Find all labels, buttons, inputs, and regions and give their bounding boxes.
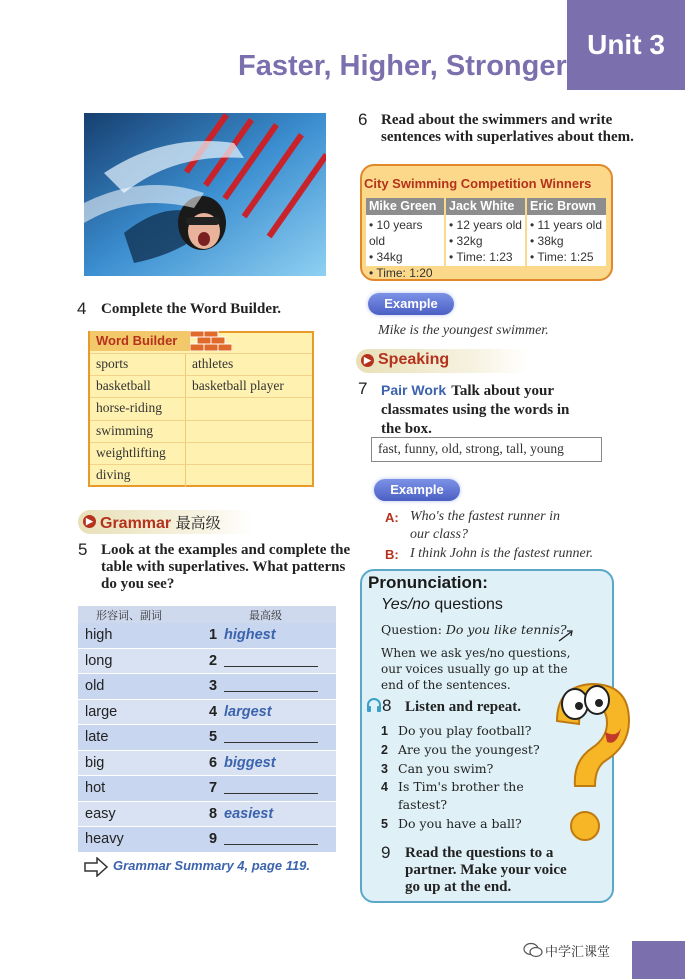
wechat-icon <box>523 942 543 962</box>
swimmer-weight: • 32kg <box>449 234 483 248</box>
item-number: 2 <box>209 652 218 669</box>
item-text: Is Tim's brother the <box>398 779 524 794</box>
answer-blank[interactable] <box>224 691 318 692</box>
exercise-8-instruction: Listen and repeat. <box>405 699 521 715</box>
competition-title: City Swimming Competition Winners <box>364 176 592 191</box>
swimmer-age: • 11 years old <box>530 218 603 232</box>
exercise-9-line: partner. Make your voice <box>405 862 567 878</box>
word-builder-row <box>90 464 312 486</box>
item-number: 2 <box>381 743 388 757</box>
adjective: long <box>85 652 113 669</box>
exercise-6-instruction: Read about the swimmers and write sentences with superlatives about them. <box>381 112 634 145</box>
exercise-7-instruction <box>381 381 631 438</box>
column-superlatives: 最高级 <box>249 609 282 622</box>
swimmer-time: • Time: 1:25 <box>530 250 594 264</box>
item-text: fastest? <box>398 797 448 812</box>
swimmer-photo <box>84 113 326 276</box>
example-badge: Example <box>368 293 454 315</box>
word-builder-sport: diving <box>96 467 131 482</box>
note-line: end of the sentences. <box>381 678 511 692</box>
dialogue-b-line: I think John is the fastest runner. <box>410 546 594 561</box>
listen-item <box>381 723 531 738</box>
exercise-9-instruction <box>405 845 567 896</box>
item-number: 3 <box>209 678 218 694</box>
table-row <box>78 802 336 827</box>
word-builder-sport: swimming <box>96 423 154 438</box>
table-row <box>78 827 336 852</box>
note-line: our voices usually go up at the <box>381 662 568 676</box>
exercise-7-number: 7 <box>358 379 368 398</box>
word-builder-row <box>90 375 312 397</box>
word-builder-sport: horse-riding <box>96 400 162 415</box>
adjective: big <box>85 754 105 771</box>
yes-no-label: Yes/no <box>381 596 430 613</box>
exercise-9-line: Read the questions to a <box>405 845 554 861</box>
swimmer-time: • Time: 1:20 <box>369 266 433 280</box>
superlative-answer: largest <box>224 703 272 720</box>
exercise-7-line3: the box. <box>381 421 432 437</box>
table-row <box>78 700 336 725</box>
adjective: large <box>85 703 118 720</box>
arrow-right-icon <box>84 857 108 881</box>
word-builder-title: Word Builder <box>90 331 190 351</box>
listen-item <box>381 797 447 812</box>
adjective: old <box>85 678 105 694</box>
item-number: 7 <box>209 780 218 796</box>
listen-item <box>381 816 522 831</box>
adjective: late <box>85 729 109 745</box>
answer-blank[interactable] <box>224 844 318 845</box>
table-row <box>78 725 336 750</box>
swimmer-age: • 10 years old <box>369 218 423 248</box>
play-icon: ▶ <box>83 515 96 528</box>
swimmer-age: • 12 years old <box>449 218 522 232</box>
table-row <box>78 623 336 648</box>
dialogue-a-line1: Who's the fastest runner in <box>410 509 560 524</box>
item-number: 8 <box>209 805 218 822</box>
answer-blank[interactable] <box>224 793 318 794</box>
exercise-9-number: 9 <box>381 843 391 862</box>
speaking-label: Speaking <box>378 351 450 368</box>
table-row <box>78 751 336 776</box>
table-row <box>78 776 336 801</box>
exercise-7-line2: classmates using the words in <box>381 402 570 418</box>
swimmer-stats <box>446 215 525 266</box>
word-box: fast, funny, old, strong, tall, young <box>371 437 602 462</box>
swimmer-stats <box>366 215 444 280</box>
adjective: high <box>85 627 113 643</box>
question-label: Question: <box>381 622 442 637</box>
headphones-icon <box>366 697 382 717</box>
item-text: Are you the youngest? <box>398 742 540 757</box>
adjective: heavy <box>85 831 124 847</box>
superlatives-table-body <box>78 623 336 852</box>
superlatives-table-header <box>78 606 336 623</box>
exercise-8-number: 8 <box>382 696 392 715</box>
adjective: hot <box>85 780 106 796</box>
speaking-banner <box>356 349 528 373</box>
item-number: 5 <box>209 729 218 745</box>
exercise-9-line: go up at the end. <box>405 879 512 895</box>
example-badge: Example <box>374 479 460 501</box>
exercise-4-number: 4 <box>77 299 87 318</box>
word-builder-table <box>88 331 314 487</box>
listen-item <box>381 779 524 794</box>
pronunciation-title: Pronunciation: <box>368 573 488 592</box>
swimmer-name: Jack White <box>446 198 525 215</box>
answer-blank[interactable] <box>224 666 318 667</box>
word-builder-row <box>90 442 312 464</box>
bricks-icon <box>190 331 232 351</box>
column-adjectives: 形容词、副词 <box>96 609 162 622</box>
item-number: 9 <box>209 831 218 847</box>
speaker-a-label: A: <box>385 510 399 525</box>
dialogue-a-line2: our class? <box>410 527 468 542</box>
swimmer-stats <box>527 215 606 266</box>
adjective: easy <box>85 805 116 822</box>
word-builder-sport: weightlifting <box>96 445 166 460</box>
word-builder-person: basketball player <box>192 378 284 393</box>
item-number: 4 <box>209 703 218 720</box>
page-title: Faster, Higher, Stronger <box>238 50 567 82</box>
swimmer-name: Eric Brown <box>527 198 606 215</box>
word-builder-row <box>90 420 312 442</box>
questions-label: questions <box>434 596 503 613</box>
item-number: 4 <box>381 780 388 794</box>
question-mark-mascot <box>537 676 637 850</box>
speaker-b-label: B: <box>385 547 399 562</box>
swimmer-name: Mike Green <box>366 198 444 215</box>
exercise-7-line1: Talk about your <box>451 383 555 399</box>
word-builder-row <box>90 353 312 375</box>
swimmer-time: • Time: 1:23 <box>449 250 513 264</box>
watermark-text: 中学汇课堂 <box>545 945 611 960</box>
note-line: When we ask yes/no questions, <box>381 646 571 660</box>
answer-blank[interactable] <box>224 742 318 743</box>
grammar-cn-label: 最高级 <box>175 514 221 532</box>
grammar-label: Grammar <box>100 515 172 532</box>
swimmer-weight: • 38kg <box>530 234 564 248</box>
exercise-6-number: 6 <box>358 110 368 129</box>
item-text: Can you swim? <box>398 761 494 776</box>
item-number: 1 <box>381 724 388 738</box>
exercise-4-instruction: Complete the Word Builder. <box>101 301 282 317</box>
pronunciation-subtitle <box>381 596 503 614</box>
item-text: Do you play football? <box>398 723 532 738</box>
superlative-answer: highest <box>224 627 276 643</box>
listen-item <box>381 761 493 776</box>
word-builder-sport: sports <box>96 356 129 371</box>
superlative-answer: biggest <box>224 754 276 771</box>
exercise-5-instruction: Look at the examples and complete the table with superlatives. What patterns do you see? <box>101 542 351 592</box>
play-icon: ▶ <box>361 354 374 367</box>
item-number: 3 <box>381 762 388 776</box>
word-builder-sport: basketball <box>96 378 151 393</box>
item-text: Do you have a ball? <box>398 816 522 831</box>
item-number: 1 <box>209 627 218 643</box>
table-row <box>78 674 336 699</box>
question-example <box>381 622 567 637</box>
grammar-summary-link[interactable]: Grammar Summary 4, page 119. <box>113 858 311 873</box>
question-text: Do you like tennis? <box>445 622 567 637</box>
table-row <box>78 649 336 674</box>
superlatives-table <box>78 606 336 853</box>
swimmer-weight: • 34kg <box>369 250 403 264</box>
footer-bar <box>632 941 685 979</box>
example-sentence: Mike is the youngest swimmer. <box>378 323 549 338</box>
word-builder-row <box>90 397 312 419</box>
item-number: 6 <box>209 754 218 771</box>
exercise-5-number: 5 <box>78 540 88 559</box>
item-number: 5 <box>381 817 388 831</box>
superlative-answer: easiest <box>224 805 274 822</box>
listen-item <box>381 742 540 757</box>
pair-work-label: Pair Work <box>381 382 447 398</box>
grammar-banner <box>78 510 253 534</box>
unit-tab: Unit 3 <box>567 0 685 90</box>
word-builder-person: athletes <box>192 356 234 371</box>
